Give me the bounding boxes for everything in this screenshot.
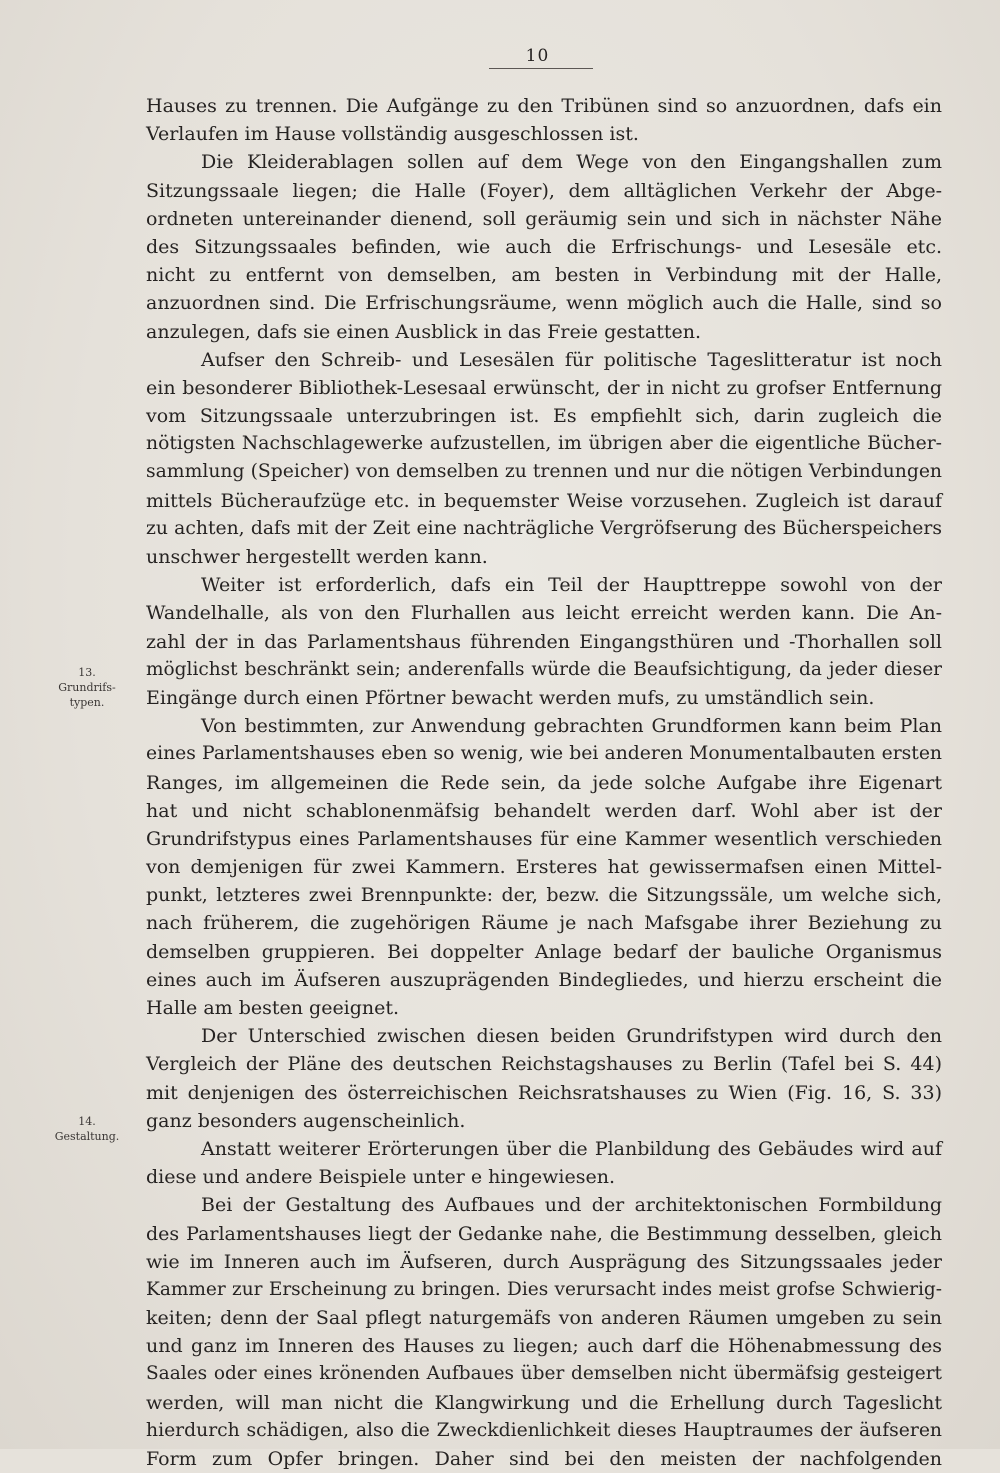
text-line: zu achten, dafs mit der Zeit eine nachträgliche Vergröfserung des Bücherspeichers: [146, 517, 942, 539]
text-line: nach früherem, die zugehörigen Räume je nach Mafsgabe ihrer Beziehung zu: [146, 912, 942, 935]
text-line: Form zum Opfer bringen. Daher sind bei den meisten der nachfolgenden: [146, 1448, 942, 1470]
text-line: Verlaufen im Hause vollständig ausgeschlossen ist.: [146, 123, 639, 146]
text-line: möglichst beschränkt sein; anderenfalls würde die Beaufsichtigung, da jeder dieser: [146, 658, 942, 680]
text-line: nötigsten Nachschlagewerke aufzustellen, im übrigen aber die eigentliche Bücher-: [146, 433, 942, 455]
margin-note-label: typen.: [69, 696, 105, 709]
text-line: Kammer zur Erscheinung zu bringen. Dies verursacht indes meist grofse Schwierig-: [146, 1278, 942, 1300]
text-line: und ganz im Inneren des Hauses zu liegen; auch darf die Höhenabmessung des: [146, 1335, 942, 1358]
text-line: anzuordnen sind. Die Erfrischungsräume, wenn möglich auch die Halle, sind so: [146, 292, 942, 315]
header-rule: [489, 68, 593, 69]
margin-note-label: Grundrifs-: [58, 681, 116, 694]
text-line: Sitzungssaale liegen; die Halle (Foyer), dem alltäglichen Verkehr der Abge-: [146, 179, 942, 202]
text-line: Halle am besten geeignet.: [146, 997, 400, 1019]
text-line: Der Unterschied zwischen diesen beiden Grundrifstypen wird durch den: [201, 1025, 942, 1048]
text-line: Wandelhalle, als von den Flurhallen aus leicht erreicht werden kann. Die An-: [146, 602, 942, 625]
text-line: zahl der in das Parlamentshaus führenden Eingangsthüren und -Thorhallen soll: [146, 630, 942, 653]
text-line: mit denjenigen des österreichischen Reichsratshauses zu Wien (Fig. 16, S. 33): [146, 1081, 942, 1104]
text-line: punkt, letzteres zwei Brennpunkte: der, bezw. die Sitzungssäle, um welche sich,: [146, 884, 942, 907]
margin-note-number: 13.: [78, 666, 96, 679]
text-line: hat und nicht schablonenmäfsig behandelt werden darf. Wohl aber ist der: [146, 799, 942, 822]
text-line: hierdurch schädigen, also die Zweckdienlichkeit dieses Hauptraumes der äufseren: [146, 1419, 942, 1441]
text-line: ein besonderer Bibliothek-Lesesaal erwünscht, der in nicht zu grofser Entfernung: [146, 376, 942, 399]
margin-note-14: [38, 1114, 136, 1144]
text-line: Aufser den Schreib- und Lesesälen für politische Tageslitteratur ist noch: [201, 348, 942, 371]
text-line: sammlung (Speicher) von demselben zu trennen und nur die nötigen Verbindungen: [146, 461, 942, 483]
text-line: Bei der Gestaltung des Aufbaues und der architektonischen Formbildung: [201, 1194, 942, 1217]
text-line: demselben gruppieren. Bei doppelter Anlage bedarf der bauliche Organismus: [146, 940, 942, 963]
text-line: Anstatt weiterer Erörterungen über die Planbildung des Gebäudes wird auf: [201, 1137, 942, 1160]
text-line: werden, will man nicht die Klangwirkung und die Erhellung durch Tageslicht: [146, 1391, 942, 1414]
margin-note-label: Gestaltung.: [54, 1130, 120, 1143]
text-line: diese und andere Beispiele unter e hingewiesen.: [146, 1166, 615, 1189]
text-line: anzulegen, dafs sie einen Ausblick in das Freie gestatten.: [146, 320, 701, 343]
text-line: mittels Bücheraufzüge etc. in bequemster Weise vorzusehen. Zugleich ist darauf: [146, 489, 942, 512]
text-line: Eingänge durch einen Pförtner bewacht werden mufs, zu umständlich sein.: [146, 686, 875, 709]
text-line: Hauses zu trennen. Die Aufgänge zu den Tribünen sind so anzuordnen, dafs ein: [146, 95, 942, 117]
text-line: Saales oder eines krönenden Aufbaues über demselben nicht übermäfsig gesteigert: [146, 1363, 942, 1385]
body-text: [146, 92, 942, 1473]
text-line: Weiter ist erforderlich, dafs ein Teil der Haupttreppe sowohl von der: [201, 574, 942, 597]
text-line: Von bestimmten, zur Anwendung gebrachten Grundformen kann beim Plan: [201, 715, 942, 738]
text-line: des Parlamentshauses liegt der Gedanke nahe, die Bestimmung desselben, gleich: [146, 1222, 942, 1245]
margin-note-number: 14.: [78, 1115, 96, 1128]
text-line: wie im Inneren auch im Äufseren, durch Ausprägung des Sitzungssaales jeder: [146, 1250, 942, 1273]
text-line: ganz besonders augenscheinlich.: [146, 1109, 466, 1132]
text-line: ordneten untereinander dienend, soll geräumig sein und sich in nächster Nähe: [146, 207, 942, 230]
text-line: Ranges, im allgemeinen die Rede sein, da jede solche Aufgabe ihre Eigenart: [146, 771, 942, 794]
margin-note-13: [38, 665, 136, 710]
text-line: eines Parlamentshauses eben so wenig, wie bei anderen Monumentalbauten ersten: [146, 743, 942, 765]
page-number: 10: [525, 46, 550, 66]
text-line: unschwer hergestellt werden kann.: [146, 546, 488, 568]
text-line: Vergleich der Pläne des deutschen Reichstagshauses zu Berlin (Tafel bei S. 44): [146, 1053, 942, 1076]
text-line: nicht zu entfernt von demselben, am besten in Verbindung mit der Halle,: [146, 264, 942, 287]
text-line: vom Sitzungssaale unterzubringen ist. Es empfiehlt sich, darin zugleich die: [146, 405, 942, 428]
text-line: keiten; denn der Saal pflegt naturgemäfs von anderen Räumen umgeben zu sein: [146, 1307, 942, 1330]
text-line: Grundrifstypus eines Parlamentshauses für eine Kammer wesentlich verschieden: [146, 827, 942, 850]
text-line: des Sitzungssaales befinden, wie auch die Erfrischungs- und Lesesäle etc.: [146, 235, 942, 258]
text-line: eines auch im Äufseren auszuprägenden Bindegliedes, und hierzu erscheint die: [146, 968, 942, 991]
text-line: von demjenigen für zwei Kammern. Ersteres hat gewissermafsen einen Mittel-: [146, 856, 942, 879]
text-line: Die Kleiderablagen sollen auf dem Wege von den Eingangshallen zum: [201, 151, 942, 174]
